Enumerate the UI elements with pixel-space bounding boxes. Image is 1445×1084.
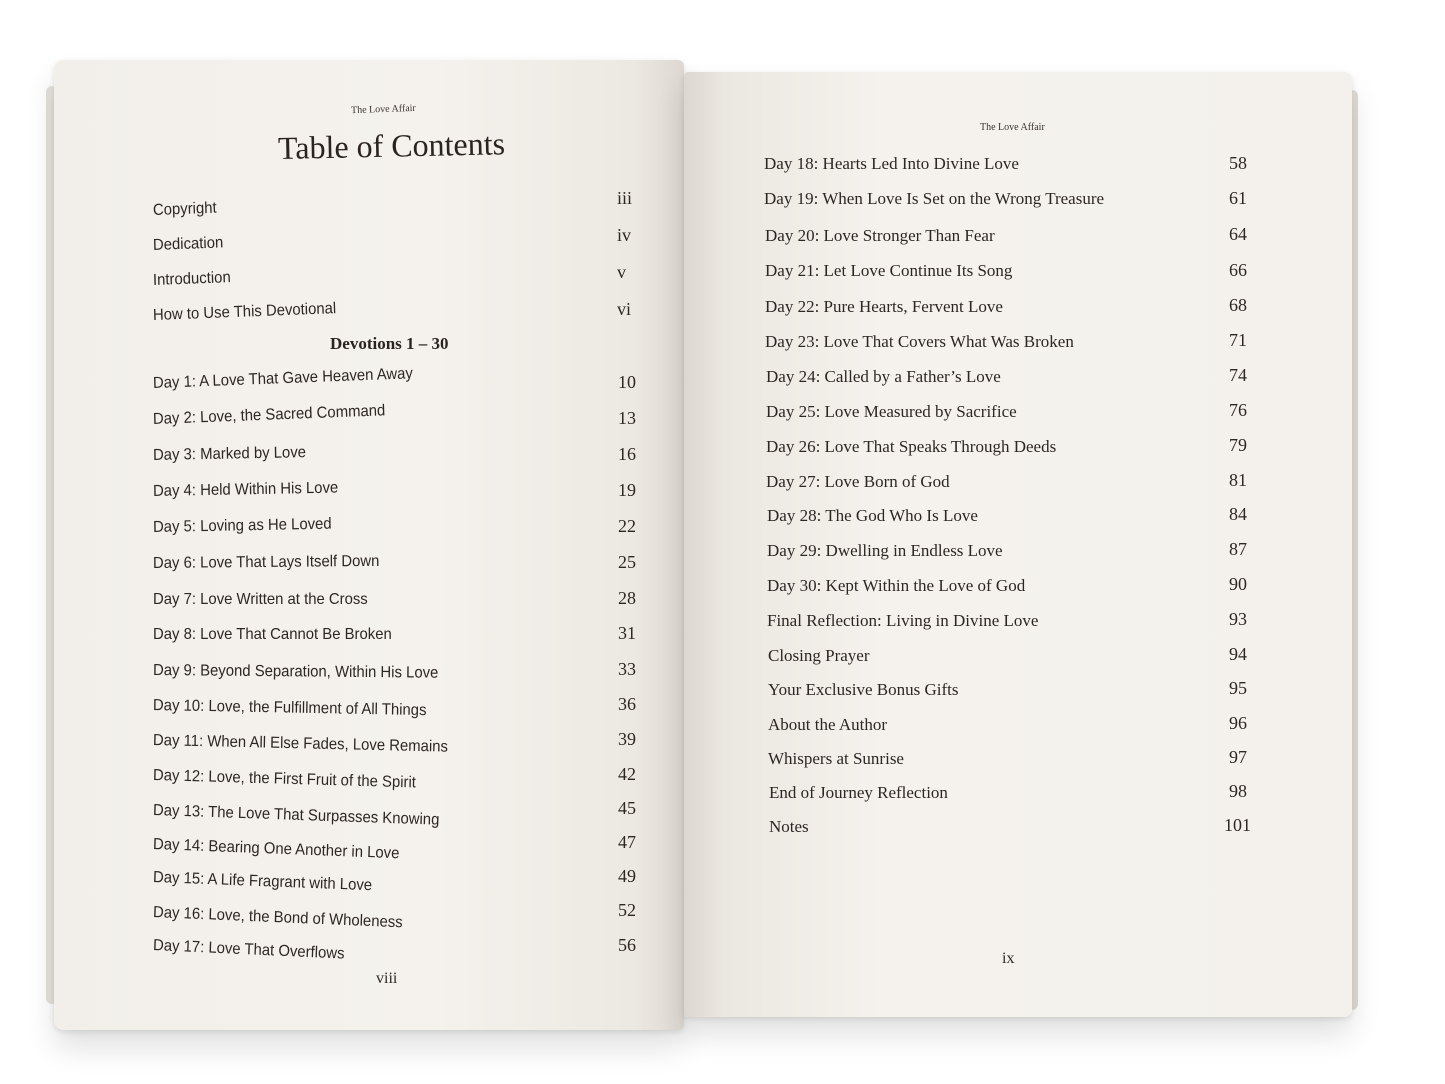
toc-entry-page-number: 68 bbox=[1229, 295, 1247, 315]
toc-entry-page-number: 47 bbox=[618, 832, 636, 852]
toc-entry-label: Day 16: Love, the Bond of Wholeness bbox=[152, 904, 403, 932]
toc-entry-page-number: 31 bbox=[618, 623, 636, 643]
toc-entry-label: Day 15: A Life Fragrant with Love bbox=[152, 869, 373, 895]
toc-entry-page-number: 101 bbox=[1224, 815, 1251, 835]
toc-entry-label: Day 9: Beyond Separation, Within His Love bbox=[152, 662, 439, 682]
front-matter-item-page-number: iv bbox=[617, 225, 632, 245]
toc-entry-page-number: 87 bbox=[1229, 539, 1247, 559]
toc-entry-page-number: 64 bbox=[1229, 224, 1247, 244]
toc-entry-page-number: 10 bbox=[618, 372, 636, 392]
toc-entry-page-number: 42 bbox=[618, 764, 636, 784]
front-matter-item-label: How to Use This Devotional bbox=[152, 300, 337, 324]
toc-entry-label: Day 29: Dwelling in Endless Love bbox=[767, 541, 1003, 560]
toc-entry-page-number: 79 bbox=[1229, 435, 1247, 455]
right-folio: ix bbox=[1002, 950, 1015, 967]
toc-entry-page-number: 71 bbox=[1229, 330, 1247, 350]
toc-entry-page-number: 33 bbox=[618, 659, 636, 679]
toc-entry-label: Day 12: Love, the First Fruit of the Spirit bbox=[152, 767, 417, 792]
toc-entry-label: Day 22: Pure Hearts, Fervent Love bbox=[765, 297, 1003, 316]
toc-entry-page-number: 36 bbox=[618, 694, 636, 714]
toc-entry-page-number: 16 bbox=[618, 444, 636, 464]
toc-entry-label: Day 27: Love Born of God bbox=[766, 472, 950, 491]
toc-entry-label: Notes bbox=[769, 817, 809, 836]
front-matter-item-label: Dedication bbox=[152, 234, 224, 254]
toc-entry-label: Day 26: Love That Speaks Through Deeds bbox=[766, 437, 1057, 456]
toc-entry-page-number: 97 bbox=[1229, 747, 1247, 767]
toc-entry-page-number: 56 bbox=[618, 935, 636, 955]
toc-entry-label: Whispers at Sunrise bbox=[768, 749, 904, 768]
section-heading: Devotions 1 – 30 bbox=[330, 334, 449, 353]
front-matter-item-page-number: vi bbox=[617, 299, 632, 319]
right-running-head: The Love Affair bbox=[980, 122, 1045, 133]
toc-entry-label: Day 24: Called by a Father’s Love bbox=[766, 367, 1001, 386]
toc-entry-label: Closing Prayer bbox=[768, 646, 870, 665]
toc-entry-label: Day 6: Love That Lays Itself Down bbox=[152, 552, 380, 572]
page-title: Table of Contents bbox=[277, 125, 506, 166]
toc-entry-label: End of Journey Reflection bbox=[769, 783, 948, 802]
left-running-head: The Love Affair bbox=[350, 102, 416, 117]
toc-entry-label: Day 13: The Love That Surpasses Knowing bbox=[152, 802, 440, 829]
toc-entry-page-number: 90 bbox=[1229, 574, 1247, 594]
toc-entry-label: Day 7: Love Written at the Cross bbox=[153, 591, 368, 608]
toc-entry-label: Day 11: When All Else Fades, Love Remains bbox=[152, 732, 449, 756]
toc-entry-page-number: 81 bbox=[1229, 470, 1247, 490]
toc-entry-label: Final Reflection: Living in Divine Love bbox=[767, 611, 1039, 630]
toc-entry-page-number: 95 bbox=[1229, 678, 1247, 698]
toc-entry-label: Day 1: A Love That Gave Heaven Away bbox=[152, 365, 414, 392]
toc-entry-label: Day 3: Marked by Love bbox=[152, 444, 307, 464]
toc-entry-page-number: 25 bbox=[618, 552, 636, 572]
toc-entry-label: Your Exclusive Bonus Gifts bbox=[768, 680, 959, 699]
toc-entry-label: Day 10: Love, the Fulfillment of All Things bbox=[152, 697, 427, 720]
toc-entry-label: Day 17: Love That Overflows bbox=[152, 937, 345, 963]
toc-entry-page-number: 61 bbox=[1229, 188, 1247, 208]
toc-entry-page-number: 13 bbox=[618, 408, 636, 428]
toc-entry-page-number: 74 bbox=[1229, 365, 1247, 385]
toc-entry-label: Day 14: Bearing One Another in Love bbox=[152, 836, 400, 863]
toc-entry-page-number: 84 bbox=[1229, 504, 1247, 524]
toc-entry-page-number: 93 bbox=[1229, 609, 1247, 629]
toc-entry-label: About the Author bbox=[768, 715, 887, 734]
front-matter-item-label: Copyright bbox=[152, 199, 217, 219]
toc-entry-page-number: 19 bbox=[618, 480, 636, 500]
toc-entry-page-number: 45 bbox=[618, 798, 636, 818]
toc-entry-label: Day 5: Loving as He Loved bbox=[152, 515, 332, 536]
toc-entry-page-number: 28 bbox=[618, 588, 636, 608]
toc-entry-label: Day 4: Held Within His Love bbox=[152, 479, 339, 500]
toc-entry-label: Day 20: Love Stronger Than Fear bbox=[765, 226, 995, 245]
toc-entry-page-number: 22 bbox=[618, 516, 636, 536]
toc-entry-label: Day 18: Hearts Led Into Divine Love bbox=[764, 154, 1019, 173]
toc-entry-page-number: 49 bbox=[618, 866, 636, 886]
toc-entry-label: Day 19: When Love Is Set on the Wrong Treasure bbox=[764, 189, 1105, 208]
left-folio: viii bbox=[376, 970, 398, 987]
toc-entry-label: Day 25: Love Measured by Sacrifice bbox=[766, 402, 1017, 421]
toc-entry-page-number: 39 bbox=[618, 729, 636, 749]
toc-entry-page-number: 98 bbox=[1229, 781, 1247, 801]
toc-entry-page-number: 66 bbox=[1229, 260, 1247, 280]
front-matter-item-label: Introduction bbox=[152, 269, 231, 289]
toc-entry-label: Day 21: Let Love Continue Its Song bbox=[765, 261, 1013, 280]
toc-entry-label: Day 8: Love That Cannot Be Broken bbox=[153, 626, 392, 643]
front-matter-item-page-number: iii bbox=[617, 188, 633, 208]
toc-entry-page-number: 94 bbox=[1229, 644, 1247, 664]
toc-entry-label: Day 28: The God Who Is Love bbox=[767, 506, 978, 525]
toc-entry-page-number: 76 bbox=[1229, 400, 1247, 420]
toc-entry-label: Day 30: Kept Within the Love of God bbox=[767, 576, 1026, 595]
toc-entry-label: Day 2: Love, the Sacred Command bbox=[152, 402, 386, 428]
front-matter-item-page-number: v bbox=[617, 262, 626, 282]
toc-entry-page-number: 96 bbox=[1229, 713, 1247, 733]
toc-entry-page-number: 52 bbox=[618, 900, 636, 920]
toc-entry-page-number: 58 bbox=[1229, 153, 1247, 173]
toc-entry-label: Day 23: Love That Covers What Was Broken bbox=[765, 332, 1074, 351]
